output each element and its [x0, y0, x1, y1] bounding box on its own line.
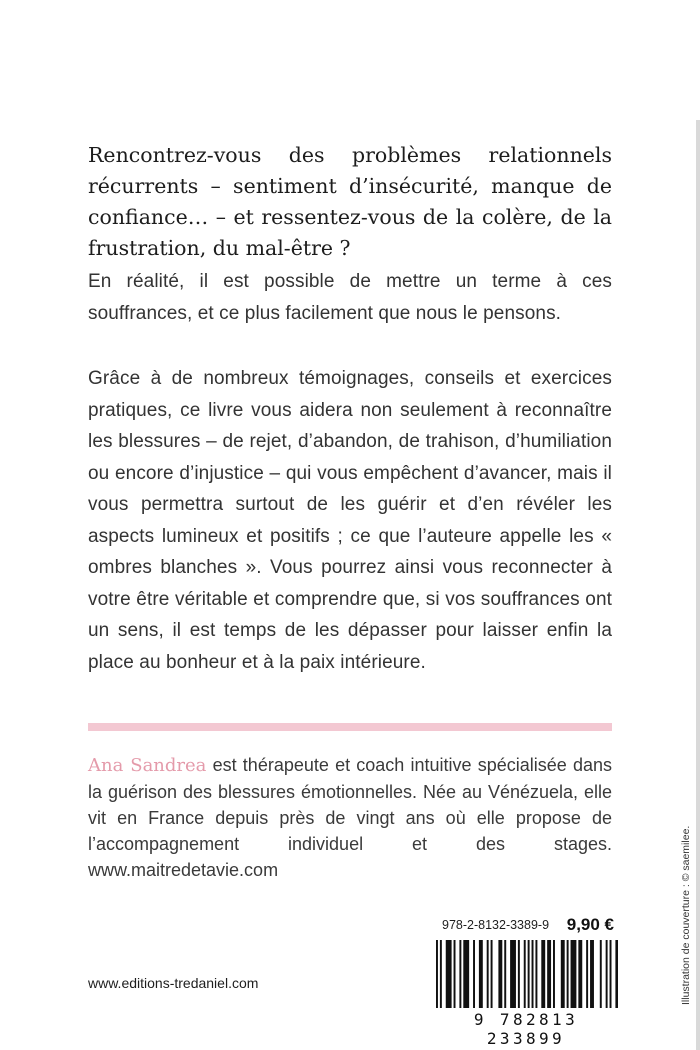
cover-credit: Illustration de couverture : © saemilee.	[680, 825, 692, 1005]
barcode-bars	[434, 940, 618, 1008]
isbn-number: 978-2-8132-3389-9	[442, 918, 550, 932]
barcode-digits: 9 782813 233899	[473, 1010, 579, 1048]
barcode	[434, 940, 618, 1008]
author-name: Ana Sandrea	[88, 755, 207, 776]
paragraph-2: Grâce à de nombreux témoignages, conseils et exercices pratiques, ce livre vous aidera non seulement à reconnaître les blessures – de rejet, d’abandon, de trahison, d’humiliation ou encore d’injustice – qui vous empêchent d’avancer, mais il vous permettra surtout de les guérir et d’en révéler les aspects lumineux et positifs ; ce que l’auteure appelle les « ombres blanches ». Vous pourrez ainsi vous reconnecter à votre être véritable et comprendre que, si vos souffrances ont un sens, il est temps de les dépasser pour laisser enfin la place au bonheur et à la paix intérieure.	[88, 368, 612, 673]
author-bio	[88, 752, 612, 883]
publisher-website: www.editions-tredaniel.com	[88, 975, 259, 991]
paragraph-1: En réalité, il est possible de mettre un terme à ces souffrances, et ce plus facilement que nous le pensons.	[88, 271, 612, 324]
intro-question: Rencontrez-vous des problèmes relationnels récurrents – sentiment d’insécurité, manque de confiance… – et ressentez-vous de la colère, de la frustration, du mal-être ?	[88, 143, 612, 260]
author-bio-text: est thérapeute et coach intuitive spécialisée dans la guérison des blessures émotionnelles. Née au Vénézuela, elle vit en France depuis près de vingt ans où elle propose de l’accompagnement individuel et des stages. www.maitredetavie.com	[88, 755, 612, 880]
isbn-price-row	[434, 916, 614, 936]
cover-edge	[696, 120, 700, 1050]
price: 9,90 €	[566, 915, 614, 934]
pink-divider	[88, 723, 612, 731]
